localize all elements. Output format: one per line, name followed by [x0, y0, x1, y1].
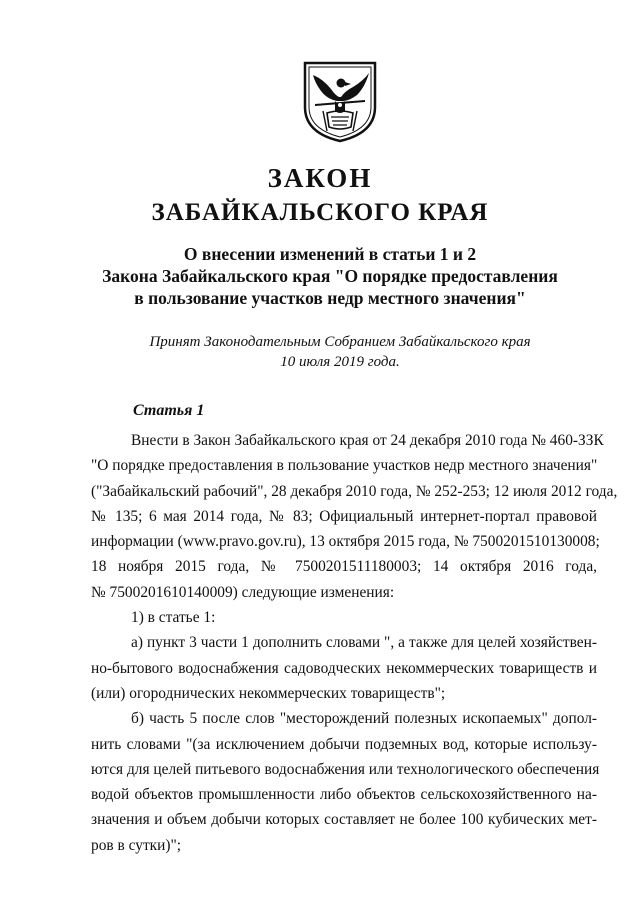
paragraph-line: № 135; 6 мая 2014 года, № 83; Официальный интернет-портал правовой — [91, 507, 597, 525]
adoption-line: Принят Законодательным Собранием Забайкальского края — [149, 334, 531, 350]
paragraph-line: информации (www.pravo.gov.ru), 13 октября 2015 года, № 7500201510130008; — [91, 533, 600, 551]
adoption-date: 10 июля 2019 года. — [280, 354, 400, 370]
paragraph-line: № 7500201610140009) следующие изменения: — [91, 583, 395, 601]
paragraph-line: "О порядке предоставления в пользование участков недр местного значения" — [91, 457, 598, 475]
list-item-b-line: ются для целей питьевого водоснабжения или технологического обеспечения — [91, 760, 600, 778]
document-title: ЗАКОН — [267, 163, 373, 193]
document-region-title: ЗАБАЙКАЛЬСКОГО КРАЯ — [151, 199, 489, 226]
article-heading: Статья 1 — [133, 402, 205, 419]
document-subtitle — [60, 243, 600, 309]
list-item-b-line: ров в сутки)"; — [91, 836, 182, 854]
subtitle-line: в пользование участков недр местного значения" — [134, 288, 526, 308]
subtitle-line: Закона Забайкальского края "О порядке предоставления — [102, 266, 558, 286]
list-item-1: 1) в статье 1: — [131, 609, 216, 627]
subtitle-line: О внесении изменений в статьи 1 и 2 — [183, 244, 477, 264]
coat-of-arms-icon — [301, 61, 379, 143]
list-item-b-line: значения и объем добычи которых составляет не более 100 кубических мет- — [91, 811, 597, 829]
paragraph-line: 18 ноября 2015 года, № 7500201511180003; 14 октября 2016 года, — [91, 558, 597, 576]
list-item-a-line: (или) огороднических некоммерческих товариществ"; — [91, 684, 446, 702]
list-item-a-line: а) пункт 3 части 1 дополнить словами ", а также для целей хозяйствен- — [131, 634, 597, 652]
paragraph-line: Внести в Закон Забайкальского края от 24 декабря 2010 года № 460-ЗЗК — [131, 432, 604, 449]
adoption-note — [80, 332, 600, 372]
list-item-b-line: нить словами "(за исключением добычи подземных вод, которые использу- — [91, 735, 597, 753]
list-item-a-line: но-бытового водоснабжения садоводческих некоммерческих товариществ и — [91, 659, 597, 677]
list-item-b-line: водой объектов промышленности либо объектов сельскохозяйственного на- — [91, 786, 597, 804]
paragraph-line: ("Забайкальский рабочий", 28 декабря 2010 года, № 252-253; 12 июля 2012 года, — [91, 482, 618, 500]
article-body — [91, 428, 618, 858]
list-item-b-line: б) часть 5 после слов "месторождений полезных ископаемых" допол- — [131, 710, 597, 728]
